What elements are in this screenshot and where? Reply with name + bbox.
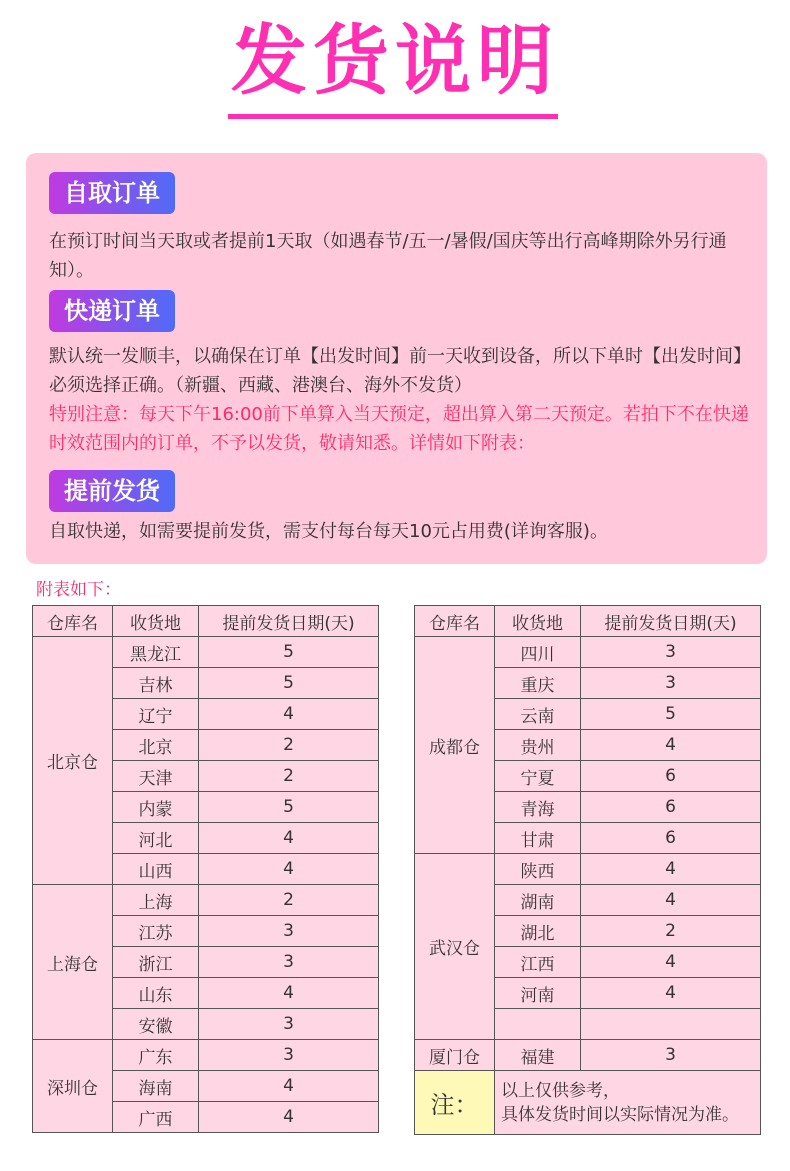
region-cell: 黑龙江 xyxy=(113,637,199,668)
days-cell: 3 xyxy=(581,1040,761,1071)
warehouse-cell: 上海仓 xyxy=(33,885,113,1040)
region-cell xyxy=(495,1009,581,1040)
days-cell: 5 xyxy=(199,668,379,699)
days-cell: 2 xyxy=(199,885,379,916)
warehouse-cell: 北京仓 xyxy=(33,637,113,885)
days-cell: 3 xyxy=(199,947,379,978)
days-cell: 4 xyxy=(199,854,379,885)
table-header-row xyxy=(415,606,761,637)
express-text: 默认统一发顺丰，以确保在订单【出发时间】前一天收到设备，所以下单时【出发时间】必须选择正确。（新疆、西藏、港澳台、海外不发货） xyxy=(49,346,751,396)
table-row xyxy=(415,1040,761,1071)
express-note: 特别注意：每天下午16:00前下单算入当天预定，超出算入第二天预定。若拍下不在快递时效范围内的订单，不予以发货，敬请知悉。详情如下附表： xyxy=(49,404,749,454)
header-cell: 收货地 xyxy=(495,606,581,637)
region-cell: 海南 xyxy=(113,1071,199,1102)
days-cell: 5 xyxy=(199,637,379,668)
table-row xyxy=(33,1040,379,1071)
days-cell: 4 xyxy=(199,823,379,854)
pickup-text: 在预订时间当天取或者提前1天取（如遇春节/五一/暑假/国庆等出行高峰期除外另行通知）。 xyxy=(49,231,727,281)
note-line: 具体发货时间以实际情况为准。 xyxy=(501,1104,739,1125)
region-cell: 河南 xyxy=(495,978,581,1009)
region-cell: 河北 xyxy=(113,823,199,854)
note-row xyxy=(415,1071,761,1135)
region-cell: 上海 xyxy=(113,885,199,916)
region-cell: 吉林 xyxy=(113,668,199,699)
warehouse-cell: 武汉仓 xyxy=(415,854,495,1040)
warehouse-cell: 深圳仓 xyxy=(33,1040,113,1133)
days-cell xyxy=(581,1009,761,1040)
region-cell: 江苏 xyxy=(113,916,199,947)
table-row xyxy=(33,885,379,916)
region-cell: 山东 xyxy=(113,978,199,1009)
region-cell: 云南 xyxy=(495,699,581,730)
region-cell: 广西 xyxy=(113,1102,199,1133)
days-cell: 2 xyxy=(199,730,379,761)
days-cell: 4 xyxy=(199,978,379,1009)
region-cell: 重庆 xyxy=(495,668,581,699)
table-caption: 附表如下： xyxy=(36,580,121,600)
table-header-row xyxy=(33,606,379,637)
days-cell: 6 xyxy=(581,823,761,854)
days-cell: 3 xyxy=(199,916,379,947)
days-cell: 4 xyxy=(581,978,761,1009)
table-row xyxy=(415,637,761,668)
region-cell: 辽宁 xyxy=(113,699,199,730)
badge-pickup: 自取订单 xyxy=(49,172,175,214)
days-cell: 5 xyxy=(199,792,379,823)
warehouse-cell: 厦门仓 xyxy=(415,1040,495,1071)
region-cell: 广东 xyxy=(113,1040,199,1071)
days-cell: 5 xyxy=(581,699,761,730)
days-cell: 3 xyxy=(199,1040,379,1071)
region-cell: 陕西 xyxy=(495,854,581,885)
header-cell: 仓库名 xyxy=(33,606,113,637)
region-cell: 宁夏 xyxy=(495,761,581,792)
days-cell: 6 xyxy=(581,792,761,823)
warehouse-cell: 成都仓 xyxy=(415,637,495,854)
region-cell: 浙江 xyxy=(113,947,199,978)
region-cell: 贵州 xyxy=(495,730,581,761)
days-cell: 2 xyxy=(199,761,379,792)
region-cell: 江西 xyxy=(495,947,581,978)
note-text xyxy=(495,1071,761,1135)
region-cell: 安徽 xyxy=(113,1009,199,1040)
region-cell: 甘肃 xyxy=(495,823,581,854)
badge-express: 快递订单 xyxy=(49,290,175,332)
table-row xyxy=(415,854,761,885)
note-line: 以上仅供参考， xyxy=(501,1080,620,1101)
days-cell: 4 xyxy=(199,1102,379,1133)
region-cell: 青海 xyxy=(495,792,581,823)
days-cell: 4 xyxy=(581,854,761,885)
days-cell: 3 xyxy=(581,637,761,668)
region-cell: 福建 xyxy=(495,1040,581,1071)
days-cell: 3 xyxy=(199,1009,379,1040)
title-underline xyxy=(228,114,558,119)
page-title: 发货说明 xyxy=(231,16,559,105)
region-cell: 湖南 xyxy=(495,885,581,916)
header-cell: 仓库名 xyxy=(415,606,495,637)
days-cell: 4 xyxy=(199,1071,379,1102)
days-cell: 6 xyxy=(581,761,761,792)
advance-text: 自取快递，如需要提前发货，需支付每台每天10元占用费(详询客服)。 xyxy=(49,521,608,542)
header-cell: 提前发货日期(天) xyxy=(199,606,379,637)
note-label: 注： xyxy=(415,1071,495,1135)
days-cell: 4 xyxy=(581,947,761,978)
days-cell: 4 xyxy=(581,885,761,916)
header-cell: 收货地 xyxy=(113,606,199,637)
region-cell: 湖北 xyxy=(495,916,581,947)
table-row xyxy=(33,637,379,668)
right-shipping-table xyxy=(414,605,761,1135)
region-cell: 山西 xyxy=(113,854,199,885)
badge-advance: 提前发货 xyxy=(49,470,175,512)
header-cell: 提前发货日期(天) xyxy=(581,606,761,637)
region-cell: 四川 xyxy=(495,637,581,668)
region-cell: 内蒙 xyxy=(113,792,199,823)
left-shipping-table xyxy=(32,605,379,1133)
days-cell: 2 xyxy=(581,916,761,947)
days-cell: 3 xyxy=(581,668,761,699)
region-cell: 天津 xyxy=(113,761,199,792)
region-cell: 北京 xyxy=(113,730,199,761)
days-cell: 4 xyxy=(199,699,379,730)
days-cell: 4 xyxy=(581,730,761,761)
